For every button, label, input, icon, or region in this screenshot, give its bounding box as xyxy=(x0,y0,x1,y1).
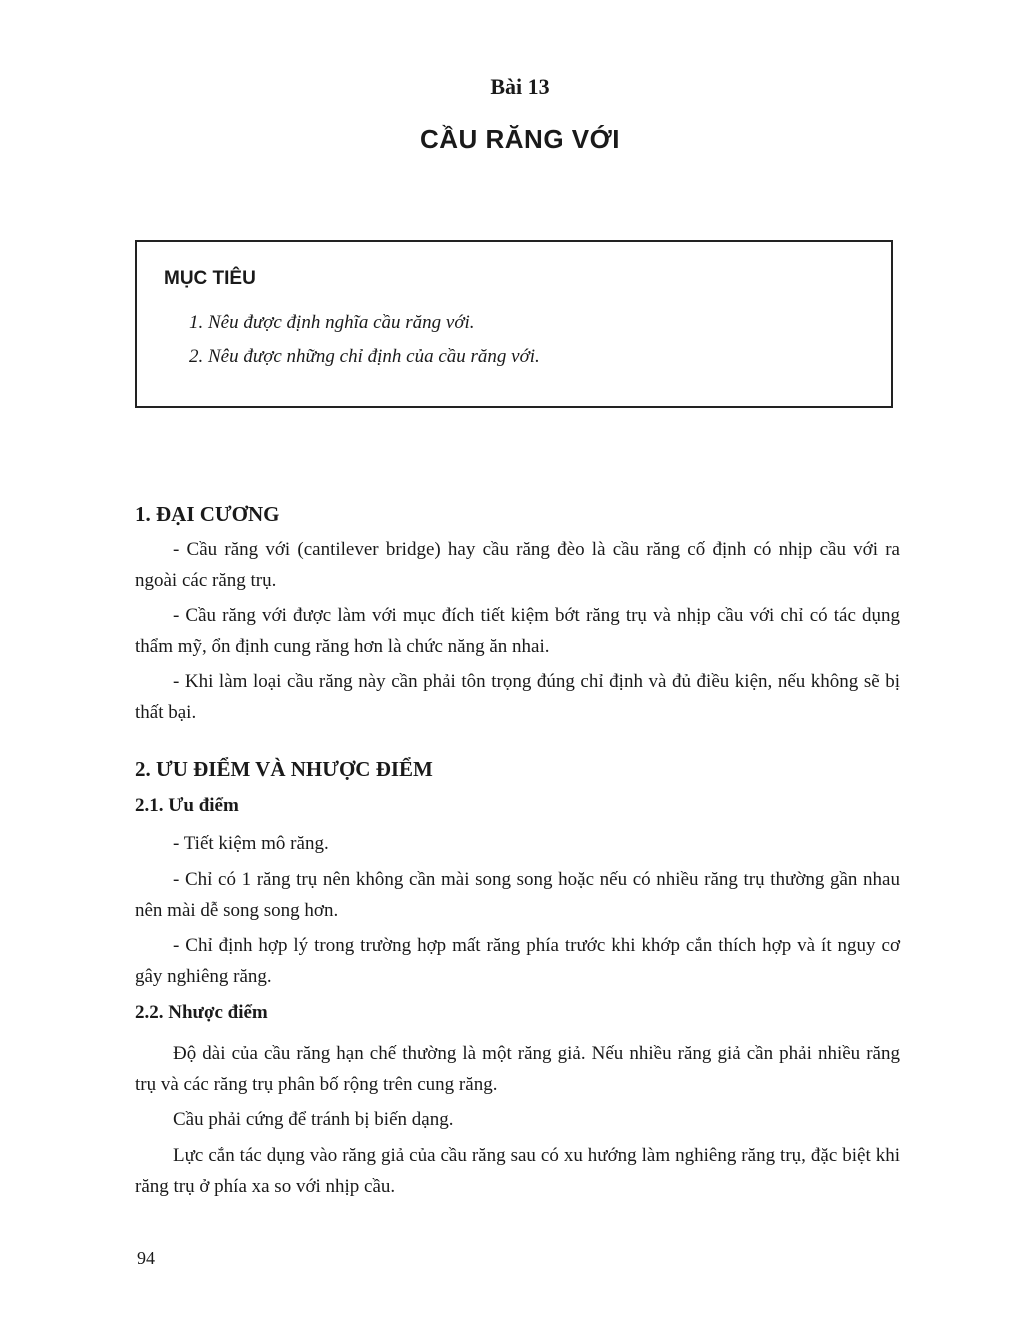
subsection-heading: 2.1. Ưu điểm xyxy=(135,795,239,816)
section-heading: 1. ĐẠI CƯƠNG xyxy=(135,502,280,526)
objective-item: 2. Nêu được những chỉ định của cầu răng với. xyxy=(189,346,540,367)
lesson-title: CẦU RĂNG VỚI xyxy=(419,124,621,154)
paragraph: - Khi làm loại cầu răng này cần phải tôn trọng đúng chỉ định và đủ điều kiện, nếu không sẽ bị thất bại. xyxy=(135,671,900,723)
paragraph: - Chỉ có 1 răng trụ nên không cần mài song song hoặc nếu có nhiều răng trụ thường gần nhau nên mài dễ song song hơn. xyxy=(135,869,900,921)
subsection-heading: 2.2. Nhược điểm xyxy=(135,1002,268,1023)
objective-item: 1. Nêu được định nghĩa cầu răng với. xyxy=(189,312,475,333)
objectives-box xyxy=(135,240,893,408)
paragraph: Lực cắn tác dụng vào răng giả của cầu răng sau có xu hướng làm nghiêng răng trụ, đặc biệt khi răng trụ ở phía xa so với nhịp cầu. xyxy=(135,1145,900,1197)
lesson-number: Bài 13 xyxy=(490,74,550,99)
objectives-heading: MỤC TIÊU xyxy=(164,268,256,289)
section-heading: 2. ƯU ĐIỂM VÀ NHƯỢC ĐIỂM xyxy=(135,757,433,781)
page-number: 94 xyxy=(137,1248,155,1268)
paragraph: Độ dài của cầu răng hạn chế thường là một răng giả. Nếu nhiều răng giả cần phải nhiều răng trụ và các răng trụ phân bố rộng trên cung răng. xyxy=(135,1043,900,1095)
paragraph: - Cầu răng với (cantilever bridge) hay cầu răng đèo là cầu răng cố định có nhịp cầu với ra ngoài các răng trụ. xyxy=(135,539,900,591)
paragraph: - Chỉ định hợp lý trong trường hợp mất răng phía trước khi khớp cắn thích hợp và ít nguy cơ gây nghiêng răng. xyxy=(135,935,900,987)
paragraph: - Cầu răng với được làm với mục đích tiết kiệm bớt răng trụ và nhịp cầu với chỉ có tác dụng thẩm mỹ, ổn định cung răng hơn là chức năng ăn nhai. xyxy=(135,605,900,657)
paragraph: - Tiết kiệm mô răng. xyxy=(173,833,329,854)
paragraph: Cầu phải cứng để tránh bị biến dạng. xyxy=(173,1109,454,1130)
